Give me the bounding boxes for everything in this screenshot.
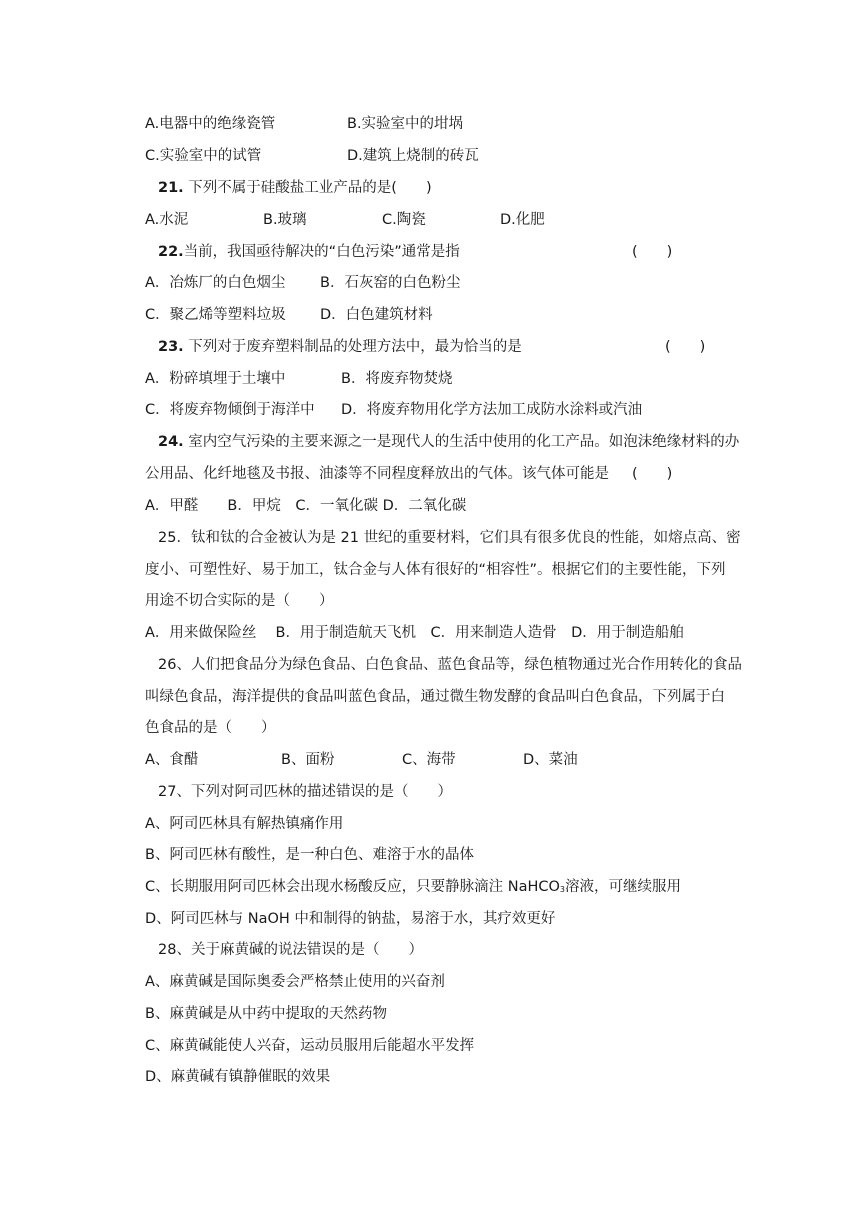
option-a: A、阿司匹林具有解热镇痛作用 — [145, 816, 344, 832]
subscript: 3 — [559, 885, 565, 894]
option-a: A．冶炼厂的白色烟尘 — [145, 275, 286, 291]
option-c: C、海带 — [402, 752, 456, 768]
option-d: D、阿司匹林与 NaOH 中和制得的钠盐，易溶于水，其疗效更好 — [145, 911, 556, 927]
question-stem-line: 公用品、化纤地毯及书报、油漆等不同程度释放出的气体。该气体可能是 — [145, 466, 609, 482]
option-a: A．粉碎填埋于土壤中 — [145, 371, 286, 387]
option-d: D．将废弃物用化学方法加工成防水涂料或汽油 — [341, 402, 643, 418]
option-c: C．将废弃物倾倒于海洋中 — [145, 402, 315, 418]
option-b: B．石灰窑的白色粉尘 — [320, 275, 461, 291]
question-22 — [158, 242, 460, 262]
question-stem: 下列不属于硅酸盐工业产品的是( ) — [188, 180, 432, 196]
option-a: A.水泥 — [145, 212, 189, 228]
question-number: 21. — [158, 180, 184, 196]
option-d: D、菜油 — [523, 752, 578, 768]
question-25-line: 25．钛和钛的合金被认为是 21 世纪的重要材料，它们具有很多优良的性能，如熔点高、密 — [158, 530, 741, 546]
option-b: B．将废弃物焚烧 — [341, 371, 453, 387]
option-b: B、阿司匹林有酸性，是一种白色、难溶于水的晶体 — [145, 847, 474, 863]
question-26-line: 叫绿色食品，海洋提供的食品叫蓝色食品，通过微生物发酵的食品叫白色食品，下列属于白 — [145, 689, 725, 705]
question-number: 23. — [158, 339, 184, 355]
option-c: C．聚乙烯等塑料垃圾 — [145, 307, 286, 323]
question-26-line: 色食品的是（ ） — [145, 720, 276, 736]
option-b: B.实验室中的坩埚 — [347, 116, 464, 132]
question-number: 22. — [158, 244, 184, 260]
option-a: A、食醋 — [145, 752, 199, 768]
answer-paren: ( ) — [632, 466, 673, 482]
question-stem: 当前，我国亟待解决的“白色污染”通常是指 — [183, 244, 460, 260]
question-25-options: A．用来做保险丝 B．用于制造航天飞机 C．用来制造人造骨 D．用于制造船舶 — [145, 625, 684, 641]
question-26-line: 26、人们把食品分为绿色食品、白色食品、蓝色食品等，绿色植物通过光合作用转化的食品 — [158, 657, 742, 673]
option-a: A.电器中的绝缘瓷管 — [145, 116, 276, 132]
answer-paren: ( ) — [665, 339, 706, 355]
option-b: B、麻黄碱是从中药中提取的天然药物 — [145, 1006, 387, 1022]
option-c: C.陶瓷 — [382, 212, 426, 228]
question-stem: 下列对于废弃塑料制品的处理方法中，最为恰当的是 — [188, 339, 522, 355]
question-28-stem: 28、关于麻黄碱的说法错误的是（ ） — [158, 942, 423, 958]
option-c: C.实验室中的试管 — [145, 148, 262, 164]
question-21 — [158, 178, 432, 198]
question-25-line: 度小、可塑性好、易于加工，钛合金与人体有很好的“相容性”。根据它们的主要性能，下列 — [145, 562, 726, 578]
question-25-line: 用途不切合实际的是（ ） — [145, 593, 334, 609]
option-c: C、长期服用阿司匹林会出现水杨酸反应，只要静脉滴注 NaHCO$_3$溶液，可继续服用 — [145, 879, 681, 895]
option-a: A、麻黄碱是国际奥委会严格禁止使用的兴奋剂 — [145, 974, 445, 990]
option-d: D.化肥 — [500, 212, 545, 228]
option-d: D．白色建筑材料 — [320, 307, 433, 323]
answer-paren: ( ) — [632, 244, 673, 260]
option-d: D、麻黄碱有镇静催眠的效果 — [145, 1069, 331, 1085]
question-27-stem: 27、下列对阿司匹林的描述错误的是（ ） — [158, 784, 452, 800]
question-number: 24. — [158, 434, 184, 450]
option-b: B、面粉 — [281, 752, 335, 768]
question-24 — [158, 432, 739, 452]
question-stem-line: 室内空气污染的主要来源之一是现代人的生活中使用的化工产品。如泡沫绝缘材料的办 — [188, 434, 740, 450]
question-23 — [158, 337, 522, 357]
option-c: C、麻黄碱能使人兴奋，运动员服用后能超水平发挥 — [145, 1038, 475, 1054]
question-24-options: A．甲醛 B．甲烷 C．一氧化碳 D．二氧化碳 — [145, 498, 467, 514]
option-d: D.建筑上烧制的砖瓦 — [347, 148, 479, 164]
option-b: B.玻璃 — [263, 212, 307, 228]
